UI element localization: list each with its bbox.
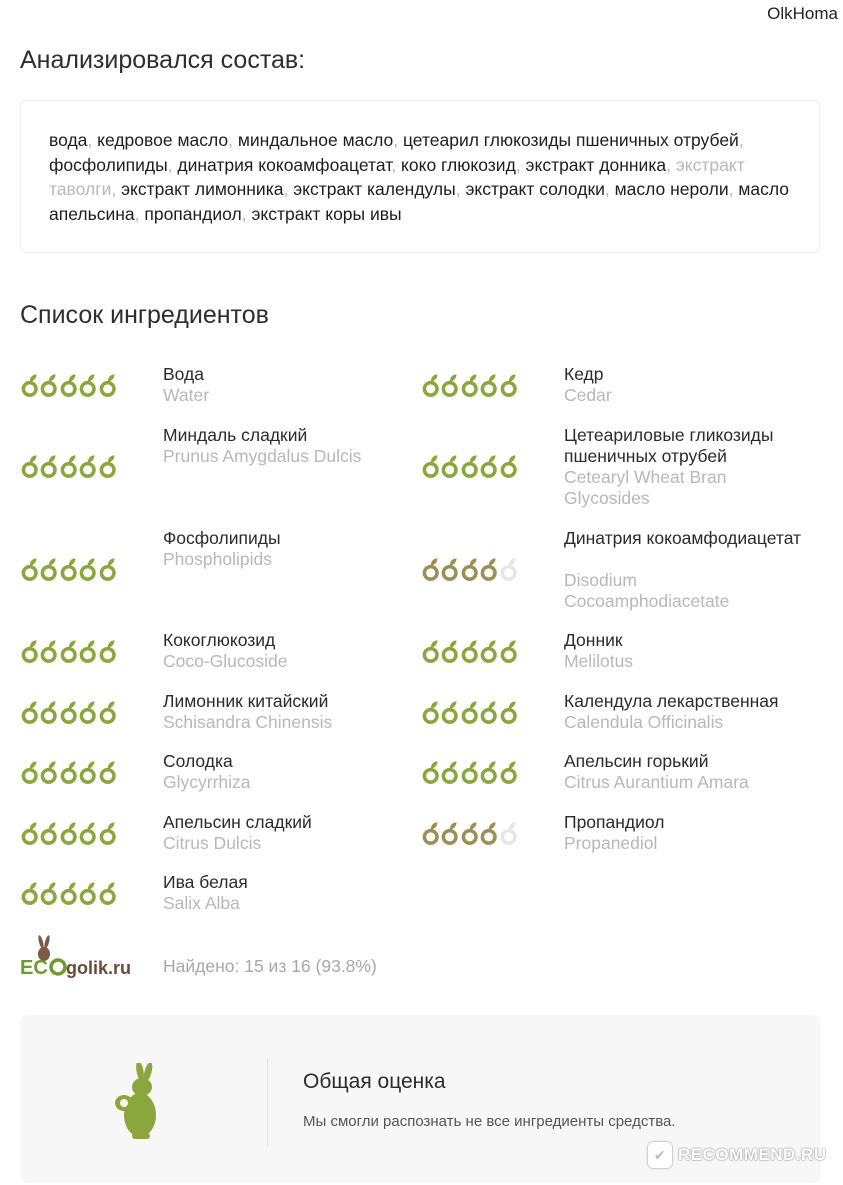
recommend-logo-icon: ✔: [648, 1142, 672, 1168]
rating-leaf-icon: [421, 556, 440, 582]
rating-leaf-icon: [78, 638, 97, 664]
ingredient-latin: Water: [163, 385, 210, 405]
rating-dots: [20, 556, 117, 582]
rating-leaf-icon: [39, 820, 58, 846]
rating-leaf-icon: [98, 556, 117, 582]
summary-description: Мы смогли распознать не все ингредиенты средства.: [303, 1113, 676, 1130]
rating-leaf-icon: [460, 372, 479, 398]
found-count: Найдено: 15 из 16 (93.8%): [163, 956, 377, 976]
recommend-watermark: [648, 1142, 827, 1168]
ingredient-name: Лимонник китайский: [163, 691, 329, 711]
ingredient-latin: Propanediol: [564, 833, 658, 853]
rating-leaf-icon: [59, 453, 78, 479]
composition-separator: ,: [241, 203, 252, 224]
rating-leaf-icon: [440, 820, 459, 846]
ingredient-latin: Prunus Amygdalus Dulcis: [163, 446, 362, 466]
composition-item: масло нероли: [614, 179, 729, 199]
composition-separator: ,: [455, 179, 466, 199]
rating-leaf-icon: [499, 372, 518, 398]
ecogolik-logo[interactable]: [20, 934, 145, 982]
rating-dots: [20, 453, 117, 479]
ingredients-title: Список ингредиентов: [20, 301, 269, 329]
rating-leaf-icon: [59, 638, 78, 664]
rating-leaf-icon: [20, 880, 39, 906]
composition-box: [20, 100, 820, 253]
rating-leaf-icon: [20, 372, 39, 398]
rating-leaf-icon: [440, 759, 459, 785]
rating-leaf-icon: [78, 820, 97, 846]
rating-leaf-icon: [59, 372, 78, 398]
composition-separator: ,: [393, 130, 403, 150]
rating-leaf-icon: [460, 699, 479, 725]
ingredient-name: Календула лекарственная: [564, 691, 779, 711]
rating-dots: [20, 759, 117, 785]
composition-item: экстракт коры ивы: [251, 203, 402, 224]
ingredient-latin: Coco-Glucoside: [163, 651, 288, 671]
summary-divider: [267, 1058, 268, 1146]
rating-dots: [20, 880, 117, 906]
rating-leaf-icon: [440, 453, 459, 479]
rating-leaf-icon: [98, 638, 117, 664]
rating-leaf-icon: [479, 556, 498, 582]
rating-leaf-icon: [421, 759, 440, 785]
rating-leaf-icon: [421, 638, 440, 664]
ingredient-name: Вода: [163, 364, 204, 384]
composition-item: экстракт лимонника: [121, 179, 284, 199]
rating-dots: [421, 372, 518, 398]
rating-leaf-icon: [440, 699, 459, 725]
ingredient-latin: Schisandra Chinensis: [163, 712, 333, 732]
rating-leaf-icon: [98, 759, 117, 785]
rating-dots: [421, 699, 518, 725]
rating-leaf-icon: [39, 880, 58, 906]
composition-item: цетеарил глюкозиды пшеничных отрубей: [402, 130, 739, 150]
rating-dots: [20, 699, 117, 725]
ingredient-name: Кокоглюкозид: [163, 630, 276, 650]
svg-text:EC: EC: [20, 957, 48, 979]
rating-leaf-icon: [479, 453, 498, 479]
ingredient-name: Фосфолипиды: [163, 528, 281, 548]
rating-dots: [20, 638, 117, 664]
rating-leaf-icon: [479, 759, 498, 785]
rating-leaf-icon: [98, 880, 117, 906]
rating-leaf-icon: [78, 699, 97, 725]
rating-leaf-icon: [440, 372, 459, 398]
rating-leaf-icon: [479, 372, 498, 398]
rating-leaf-icon: [78, 759, 97, 785]
composition-item: пропандиол: [144, 203, 242, 224]
ingredient-name: Миндаль сладкий: [163, 425, 308, 445]
rating-leaf-icon: [39, 453, 58, 479]
ingredient-latin: Salix Alba: [163, 893, 240, 913]
ingredient-name: Пропандиол: [564, 812, 665, 832]
rating-leaf-icon: [78, 453, 97, 479]
rating-leaf-icon: [78, 372, 97, 398]
rating-leaf-icon: [59, 556, 78, 582]
composition-separator: ,: [283, 179, 294, 199]
rating-leaf-icon: [440, 556, 459, 582]
rating-leaf-icon: [98, 372, 117, 398]
rating-leaf-icon: [479, 820, 498, 846]
composition-item: фосфолипиды: [49, 154, 168, 175]
ingredient-name: Кедр: [564, 364, 604, 384]
ingredient-name: Ива белая: [163, 872, 248, 892]
username[interactable]: OlkHoma: [767, 4, 838, 23]
rating-leaf-icon: [59, 880, 78, 906]
rating-leaf-icon: [59, 759, 78, 785]
composition-item: экстракт солодки: [465, 179, 605, 199]
rating-leaf-icon: [20, 759, 39, 785]
composition-item: динатрия кокоамфоацетат: [177, 154, 392, 175]
rating-leaf-icon: [98, 699, 117, 725]
composition-separator: ,: [228, 130, 238, 150]
rating-leaf-icon: [39, 372, 58, 398]
rating-leaf-icon: [20, 453, 39, 479]
rating-leaf-icon: [39, 699, 58, 725]
bunny-icon: [110, 1063, 170, 1143]
rating-dots: [20, 372, 117, 398]
composition-separator: ,: [391, 154, 402, 175]
composition-separator: ,: [87, 130, 98, 150]
rating-leaf-icon: [499, 759, 518, 785]
rating-leaf-icon: [98, 820, 117, 846]
rating-leaf-icon: [59, 820, 78, 846]
composition-separator: ,: [111, 179, 122, 199]
rating-leaf-icon: [460, 820, 479, 846]
ingredient-latin: Calendula Officinalis: [564, 712, 724, 732]
rating-leaf-icon: [39, 759, 58, 785]
ingredient-name: Динатрия кокоамфодиацетат: [564, 528, 802, 548]
rating-dots: [20, 820, 117, 846]
rating-leaf-icon: [421, 699, 440, 725]
composition-separator: ,: [666, 154, 676, 175]
rating-leaf-icon: [499, 699, 518, 725]
rating-leaf-icon: [499, 820, 518, 846]
rating-leaf-icon: [460, 638, 479, 664]
rating-leaf-icon: [421, 453, 440, 479]
rating-leaf-icon: [20, 556, 39, 582]
rating-dots: [421, 759, 518, 785]
rating-leaf-icon: [479, 699, 498, 725]
rating-leaf-icon: [20, 638, 39, 664]
composition-title: Анализировался состав:: [20, 46, 306, 74]
rating-dots: [421, 453, 518, 479]
rating-leaf-icon: [78, 556, 97, 582]
rating-leaf-icon: [460, 759, 479, 785]
rating-leaf-icon: [59, 699, 78, 725]
composition-item: миндальное масло: [237, 130, 394, 150]
composition-item: экстракт донника: [525, 154, 667, 175]
composition-separator: ,: [728, 179, 739, 199]
ingredient-latin: Cedar: [564, 385, 612, 405]
watermark-text: RECOMMEND.RU: [678, 1145, 827, 1164]
rating-leaf-icon: [460, 556, 479, 582]
composition-item: масло апельсина: [49, 179, 789, 224]
composition-separator: ,: [134, 203, 145, 224]
ingredient-latin: Melilotus: [564, 651, 634, 671]
rating-leaf-icon: [20, 699, 39, 725]
ingredient-name: Донник: [564, 630, 623, 650]
composition-separator: ,: [738, 130, 744, 150]
rating-dots: [421, 556, 518, 582]
ingredient-latin: Glycyrrhiza: [163, 772, 251, 792]
ingredient-latin: Citrus Aurantium Amara: [564, 772, 749, 792]
composition-item: экстракт таволги: [49, 154, 745, 199]
composition-separator: ,: [604, 179, 615, 199]
rating-leaf-icon: [39, 556, 58, 582]
rating-leaf-icon: [499, 556, 518, 582]
ingredient-latin: Citrus Dulcis: [163, 833, 262, 853]
composition-separator: ,: [167, 154, 178, 175]
rating-leaf-icon: [421, 372, 440, 398]
rating-leaf-icon: [421, 820, 440, 846]
rating-leaf-icon: [479, 638, 498, 664]
ingredient-name: Апельсин сладкий: [163, 812, 312, 832]
ingredient-latin: Cetearyl Wheat Bran Glycosides: [564, 467, 727, 508]
summary-title: Общая оценка: [303, 1070, 446, 1093]
rating-dots: [421, 820, 518, 846]
composition-item: коко глюкозид: [401, 154, 516, 175]
ingredient-latin: Phospholipids: [163, 549, 272, 569]
ingredient-name: Цетеариловые гликозиды пшеничных отрубей: [564, 425, 774, 466]
rating-leaf-icon: [20, 820, 39, 846]
composition-separator: ,: [515, 154, 526, 175]
rating-leaf-icon: [499, 638, 518, 664]
rating-leaf-icon: [499, 453, 518, 479]
composition-item: кедровое масло: [97, 130, 229, 150]
rating-leaf-icon: [39, 638, 58, 664]
composition-item: вода: [49, 130, 88, 150]
rating-leaf-icon: [78, 880, 97, 906]
rating-dots: [421, 638, 518, 664]
rating-leaf-icon: [98, 453, 117, 479]
ingredient-name: Апельсин горький: [564, 751, 709, 771]
ingredient-latin: Disodium Cocoamphodiacetate: [564, 570, 730, 611]
rating-leaf-icon: [460, 453, 479, 479]
svg-text:golik.ru: golik.ru: [66, 958, 132, 978]
composition-item: экстракт календулы: [293, 179, 456, 199]
ingredient-name: Солодка: [163, 751, 233, 771]
rating-leaf-icon: [440, 638, 459, 664]
